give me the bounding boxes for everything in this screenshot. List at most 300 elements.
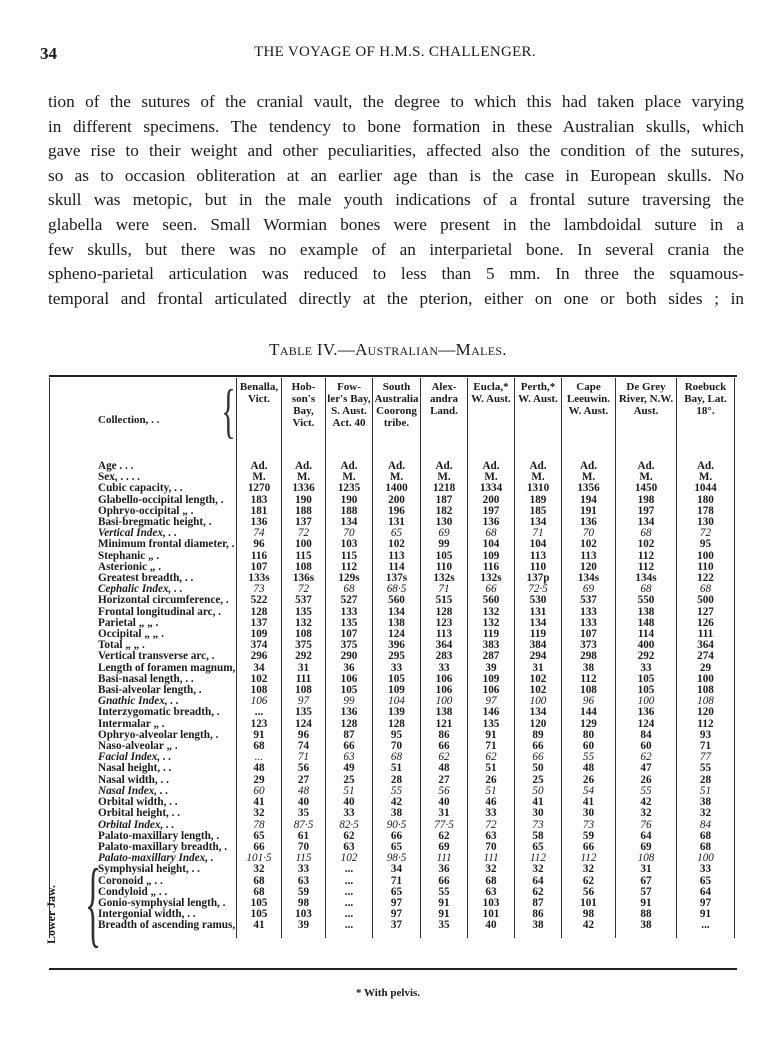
text-line: skull was metopic, but in the male youth indications of a frontal suture traversing the (48, 190, 744, 210)
cell-value: 96 (282, 730, 326, 741)
cell-value: 91 (468, 730, 515, 741)
cell-value: 78 (237, 820, 282, 831)
cell-value: 560 (468, 595, 515, 606)
cell-value: ... (237, 752, 282, 763)
cell-value: 134 (515, 618, 562, 629)
cell-value: 197 (616, 506, 677, 517)
cell-value: 96 (237, 539, 282, 550)
cell-value: 132 (468, 618, 515, 629)
cell-value: 1356 (562, 483, 616, 494)
table-row (50, 920, 735, 931)
cell-value: 298 (562, 651, 616, 662)
row-label: Vertical Index, . . (50, 528, 237, 539)
cell-value: 129 (562, 719, 616, 730)
cell-value: 1400 (373, 483, 421, 494)
padding-cell (282, 932, 326, 938)
cell-value: 91 (421, 898, 468, 909)
cell-value: 105 (421, 551, 468, 562)
cell-value: 103 (282, 909, 326, 920)
cell-value: 59 (282, 887, 326, 898)
cell-value: 68 (468, 528, 515, 539)
cell-value: 112 (562, 853, 616, 864)
text-line: glabella were seen. Small Wormian bones were present in the lambdoidal suture in a (48, 214, 744, 234)
cell-value: 296 (237, 651, 282, 662)
cell-value: 33 (468, 808, 515, 819)
cell-value: 91 (421, 909, 468, 920)
cell-value: 62 (515, 887, 562, 898)
cell-value: 102 (373, 539, 421, 550)
cell-value: M. (677, 472, 735, 483)
cell-value: M. (373, 472, 421, 483)
cell-value: 107 (326, 629, 373, 640)
cell-value: 66 (326, 741, 373, 752)
cell-value: 178 (677, 506, 735, 517)
cell-value: 134 (515, 707, 562, 718)
cell-value: 33 (373, 663, 421, 674)
cell-value: 136 (326, 707, 373, 718)
cell-value: 139 (373, 707, 421, 718)
body-paragraph (48, 90, 744, 311)
lower-jaw-brace: { (84, 849, 102, 956)
header-brace: { (221, 378, 236, 444)
cell-value: 69 (616, 842, 677, 853)
row-label: Asterionic „ . (50, 562, 237, 573)
cell-value: 183 (237, 495, 282, 506)
cell-value: 137 (282, 517, 326, 528)
cell-value: 74 (237, 528, 282, 539)
cell-value: 70 (326, 528, 373, 539)
cell-value: 63 (468, 831, 515, 842)
cell-value: 26 (616, 775, 677, 786)
cell-value: 30 (562, 808, 616, 819)
cell-value: 146 (468, 707, 515, 718)
cell-value: 112 (616, 551, 677, 562)
cell-value: 123 (237, 719, 282, 730)
row-label: Sex, . . . . (50, 472, 237, 483)
cell-value: 130 (677, 517, 735, 528)
cell-value: 77 (677, 752, 735, 763)
cell-value: 87 (515, 898, 562, 909)
cell-value: 56 (421, 786, 468, 797)
cell-value: 132 (282, 618, 326, 629)
table-top-rule (49, 375, 737, 377)
cell-value: 105 (237, 898, 282, 909)
cell-value: 104 (373, 696, 421, 707)
row-label: Gonio-symphysial length, . (50, 898, 237, 909)
cell-value: 68·5 (373, 584, 421, 595)
cell-value: 67 (616, 876, 677, 887)
cell-value: 108 (282, 562, 326, 573)
cell-value: 101·5 (237, 853, 282, 864)
cell-value: 136 (468, 517, 515, 528)
row-label: Nasal height, . . (50, 763, 237, 774)
cell-value: 86 (421, 730, 468, 741)
cell-value: 40 (468, 920, 515, 931)
cell-value: M. (421, 472, 468, 483)
cell-value: 200 (373, 495, 421, 506)
cell-value: 144 (562, 707, 616, 718)
cell-value: 65 (373, 842, 421, 853)
cell-value: 41 (237, 920, 282, 931)
cell-value: 68 (373, 752, 421, 763)
table-row (50, 808, 735, 819)
cell-value: 56 (562, 887, 616, 898)
cell-value: 134 (515, 517, 562, 528)
cell-value: 103 (326, 539, 373, 550)
cell-value: 108 (282, 685, 326, 696)
cell-value: Ad. (282, 461, 326, 472)
cell-value: M. (326, 472, 373, 483)
column-header: Fow- ler's Bay, S. Aust. Act. 40 (326, 378, 373, 461)
cell-value: 100 (677, 674, 735, 685)
cell-value: 103 (468, 898, 515, 909)
cell-value: 102 (616, 539, 677, 550)
cell-value: 28 (373, 775, 421, 786)
cell-value: 105 (616, 674, 677, 685)
cell-value: 55 (562, 752, 616, 763)
cell-value: 112 (515, 853, 562, 864)
cell-value: Ad. (515, 461, 562, 472)
cell-value: 34 (237, 663, 282, 674)
cell-value: 115 (326, 551, 373, 562)
row-label: Breadth of ascending ramus, (50, 920, 237, 931)
text-line: temporal and frontal articulated directly at the pterion, either on one or both sides ; in (48, 288, 744, 308)
cell-value: 42 (616, 797, 677, 808)
text-line: spheno-parietal articulation was reduced to less than 5 mm. In three the squamous- (48, 264, 744, 284)
cell-value: 87 (326, 730, 373, 741)
cell-value: M. (237, 472, 282, 483)
cell-value: 66 (237, 842, 282, 853)
row-label: Palato-maxillary breadth, . (50, 842, 237, 853)
cell-value: 1044 (677, 483, 735, 494)
cell-value: 148 (616, 618, 677, 629)
cell-value: 112 (562, 674, 616, 685)
cell-value: 110 (677, 562, 735, 573)
cell-value: 104 (515, 539, 562, 550)
cell-value: 38 (616, 920, 677, 931)
table-row (50, 595, 735, 606)
cell-value: 63 (326, 842, 373, 853)
cell-value: 88 (616, 909, 677, 920)
cell-value: 537 (282, 595, 326, 606)
cell-value: 109 (468, 674, 515, 685)
cell-value: 135 (282, 707, 326, 718)
row-label: Basi-nasal length, . . (50, 674, 237, 685)
cell-value: 31 (421, 808, 468, 819)
cell-value: 60 (562, 741, 616, 752)
cell-value: 64 (677, 887, 735, 898)
cell-value: 111 (468, 853, 515, 864)
cell-value: 200 (468, 495, 515, 506)
cell-value: 364 (677, 640, 735, 651)
padding-cell (562, 932, 616, 938)
cell-value: 111 (677, 629, 735, 640)
cell-value: 32 (468, 864, 515, 875)
column-header: Hob- son's Bay, Vict. (282, 378, 326, 461)
cell-value: 95 (373, 730, 421, 741)
cell-value: 106 (326, 674, 373, 685)
text-line: in different specimens. The tendency to bone formation in these Australian skulls, which (48, 116, 744, 136)
column-header: De Grey River, N.W. Aust. (616, 378, 677, 461)
cell-value: 69 (562, 584, 616, 595)
cell-value: 37 (373, 920, 421, 931)
cell-value: 116 (237, 551, 282, 562)
cell-value: 500 (677, 595, 735, 606)
cell-value: 87·5 (282, 820, 326, 831)
cell-value: 36 (421, 864, 468, 875)
cell-value: 28 (677, 775, 735, 786)
cell-value: 113 (421, 629, 468, 640)
cell-value: 101 (468, 909, 515, 920)
cell-value: 72 (677, 528, 735, 539)
column-header: Roebuck Bay, Lat. 18°. (677, 378, 735, 461)
cell-value: 71 (677, 741, 735, 752)
cell-value: 104 (468, 539, 515, 550)
cell-value: ... (326, 876, 373, 887)
cell-value: 1310 (515, 483, 562, 494)
row-label: Total „ „ . (50, 640, 237, 651)
cell-value: M. (562, 472, 616, 483)
cell-value: 114 (373, 562, 421, 573)
cell-value: 27 (282, 775, 326, 786)
cell-value: 190 (282, 495, 326, 506)
cell-value: 32 (562, 864, 616, 875)
cell-value: 100 (282, 539, 326, 550)
row-label: Naso-alveolar „ . (50, 741, 237, 752)
row-label: Cubic capacity, . . (50, 483, 237, 494)
cell-value: 40 (282, 797, 326, 808)
cell-value: 105 (237, 909, 282, 920)
cell-value: 82·5 (326, 820, 373, 831)
cell-value: 522 (237, 595, 282, 606)
cell-value: 396 (373, 640, 421, 651)
cell-value: 40 (421, 797, 468, 808)
cell-value: 48 (562, 763, 616, 774)
padding-cell (326, 932, 373, 938)
cell-value: 115 (282, 551, 326, 562)
cell-value: 68 (677, 842, 735, 853)
cell-value: 62 (421, 752, 468, 763)
cell-value: 136 (562, 517, 616, 528)
column-header: Cape Leeuwin. W. Aust. (562, 378, 616, 461)
cell-value: 1218 (421, 483, 468, 494)
cell-value: 137 (237, 618, 282, 629)
cell-value: 138 (421, 707, 468, 718)
cell-value: 96 (562, 696, 616, 707)
cell-value: 364 (421, 640, 468, 651)
cell-value: 97 (373, 909, 421, 920)
row-label: Occipital „ „ . (50, 629, 237, 640)
cell-value: 1235 (326, 483, 373, 494)
cell-value: 63 (468, 887, 515, 898)
cell-value: 66 (373, 831, 421, 842)
cell-value: 108 (616, 853, 677, 864)
cell-value: 25 (515, 775, 562, 786)
cell-value: 66 (515, 752, 562, 763)
padding-cell (373, 932, 421, 938)
cell-value: Ad. (677, 461, 735, 472)
cell-value: 27 (421, 775, 468, 786)
cell-value: 62 (562, 876, 616, 887)
cell-value: 48 (282, 786, 326, 797)
cell-value: 35 (282, 808, 326, 819)
cell-value: 100 (677, 551, 735, 562)
cell-value: 29 (237, 775, 282, 786)
cell-value: 116 (468, 562, 515, 573)
cell-value: 106 (421, 685, 468, 696)
cell-value: 122 (677, 573, 735, 584)
cell-value: 91 (237, 730, 282, 741)
cell-value: 1450 (616, 483, 677, 494)
cell-value: 113 (515, 551, 562, 562)
footnote: * With pelvis. (355, 987, 421, 999)
text-line: few skulls, but there was no example of an interparietal bone. In several crania the (48, 239, 744, 259)
cell-value: 106 (468, 685, 515, 696)
cell-value: 39 (282, 920, 326, 931)
cell-value: 55 (421, 887, 468, 898)
cell-value: 136 (616, 707, 677, 718)
cell-value: 375 (282, 640, 326, 651)
cell-value: 133s (237, 573, 282, 584)
cell-value: 537 (562, 595, 616, 606)
row-label: Gnathic Index, . . (50, 696, 237, 707)
cell-value: 33 (616, 663, 677, 674)
cell-value: 384 (515, 640, 562, 651)
cell-value: 134s (616, 573, 677, 584)
cell-value: 73 (562, 820, 616, 831)
cell-value: 133 (562, 618, 616, 629)
table-row (50, 483, 735, 494)
cell-value: 84 (677, 820, 735, 831)
cell-value: 35 (421, 920, 468, 931)
cell-value: 55 (677, 763, 735, 774)
cell-value: 185 (515, 506, 562, 517)
cell-value: 132s (421, 573, 468, 584)
cell-value: 135 (326, 618, 373, 629)
cell-value: 99 (421, 539, 468, 550)
cell-value: 294 (515, 651, 562, 662)
lower-jaw-group-label: Lower Jaw. (44, 884, 59, 945)
cell-value: 105 (373, 674, 421, 685)
cell-value: 68 (237, 887, 282, 898)
cell-value: 109 (373, 685, 421, 696)
cell-value: Ad. (562, 461, 616, 472)
cell-value: 72 (282, 584, 326, 595)
cell-value: 120 (515, 719, 562, 730)
row-label: Ophryo-alveolar length, . (50, 730, 237, 741)
cell-value: 91 (677, 909, 735, 920)
row-label: Orbital Index, . . (50, 820, 237, 831)
cell-value: 124 (616, 719, 677, 730)
cell-value: 189 (515, 495, 562, 506)
cell-value: 102 (562, 539, 616, 550)
cell-value: 72 (468, 820, 515, 831)
cell-value: 86 (515, 909, 562, 920)
cell-value: 51 (468, 786, 515, 797)
cell-value: 55 (616, 786, 677, 797)
row-label: Nasal Index, . . (50, 786, 237, 797)
cell-value: 137s (373, 573, 421, 584)
cell-value: 72 (282, 528, 326, 539)
cell-value: M. (282, 472, 326, 483)
row-label: Basi-bregmatic height, . (50, 517, 237, 528)
padding-cell (616, 932, 677, 938)
cell-value: 90·5 (373, 820, 421, 831)
cell-value: M. (616, 472, 677, 483)
cell-value: 55 (373, 786, 421, 797)
cell-value: 34 (373, 864, 421, 875)
text-line: tion of the sutures of the cranial vault, the degree to which this had taken place varying (48, 92, 744, 111)
cell-value: 99 (326, 696, 373, 707)
cell-value: 109 (237, 629, 282, 640)
cell-value: 71 (282, 752, 326, 763)
row-label: Cephalic Index, . . (50, 584, 237, 595)
table-row (50, 651, 735, 662)
cell-value: 65 (677, 876, 735, 887)
cell-value: 54 (562, 786, 616, 797)
cell-value: 60 (616, 741, 677, 752)
cell-value: 65 (515, 842, 562, 853)
cell-value: 138 (373, 618, 421, 629)
row-label: Intermalar „ . (50, 719, 237, 730)
cell-value: 530 (515, 595, 562, 606)
column-header: Eucla,* W. Aust. (468, 378, 515, 461)
cell-value: 120 (562, 562, 616, 573)
cell-value: 127 (677, 607, 735, 618)
row-label: Greatest breadth, . . (50, 573, 237, 584)
cell-value: 560 (373, 595, 421, 606)
cell-value: 129s (326, 573, 373, 584)
row-label: Intergonial width, . . (50, 909, 237, 920)
cell-value: 134 (373, 607, 421, 618)
cell-value: 101 (562, 898, 616, 909)
cell-value: 121 (421, 719, 468, 730)
cell-value: 51 (677, 786, 735, 797)
cell-value: 93 (677, 730, 735, 741)
cell-value: 102 (237, 674, 282, 685)
cell-value: 68 (468, 876, 515, 887)
running-title: THE VOYAGE OF H.M.S. CHALLENGER. (254, 44, 536, 60)
cell-value: 97 (468, 696, 515, 707)
cell-value: 375 (326, 640, 373, 651)
cell-value: 119 (468, 629, 515, 640)
cell-value: 63 (326, 752, 373, 763)
cell-value: 138 (616, 607, 677, 618)
cell-value: 62 (421, 831, 468, 842)
cell-value: 42 (562, 920, 616, 931)
cell-value: 38 (562, 663, 616, 674)
column-header: Benalla, Vict. (237, 378, 282, 461)
cell-value: 181 (237, 506, 282, 517)
cell-value: 97 (373, 898, 421, 909)
cell-value: 295 (373, 651, 421, 662)
row-label: Glabello-occipital length, . (50, 495, 237, 506)
cell-value: 68 (237, 741, 282, 752)
cell-value: 84 (616, 730, 677, 741)
cell-value: 134 (326, 517, 373, 528)
cell-value: 31 (616, 864, 677, 875)
cell-value: 80 (562, 730, 616, 741)
cell-value: 71 (373, 876, 421, 887)
cell-value: 62 (326, 831, 373, 842)
cell-value: 48 (237, 763, 282, 774)
cell-value: 50 (515, 786, 562, 797)
cell-value: 112 (616, 562, 677, 573)
cell-value: 108 (562, 685, 616, 696)
cell-value: 51 (373, 763, 421, 774)
cell-value: 65 (373, 528, 421, 539)
cell-value: 102 (326, 853, 373, 864)
